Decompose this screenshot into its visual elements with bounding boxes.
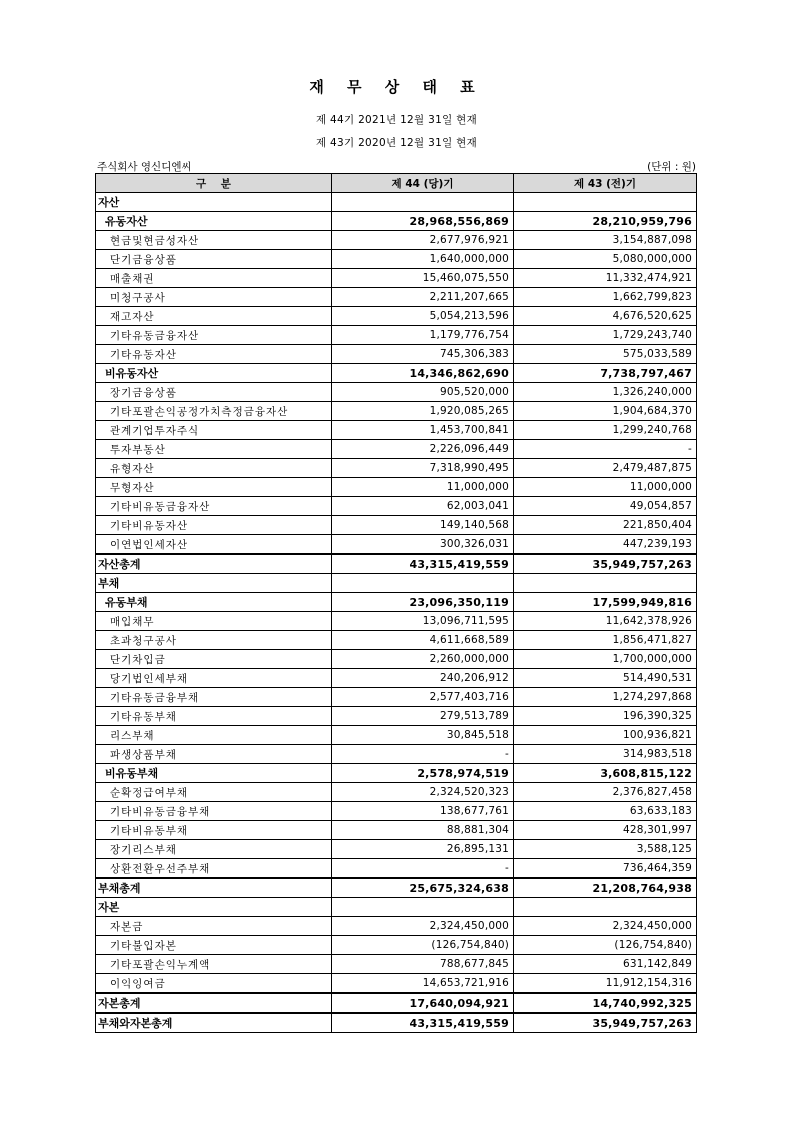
- table-row: [96, 840, 697, 859]
- prior-value: 2,324,450,000: [514, 917, 697, 936]
- row-label: 장기리스부채: [96, 840, 332, 859]
- table-row: [96, 516, 697, 535]
- table-row: [96, 554, 697, 574]
- prior-value: 221,850,404: [514, 516, 697, 535]
- current-value: 138,677,761: [332, 802, 514, 821]
- prior-value: 1,299,240,768: [514, 421, 697, 440]
- current-value: 14,653,721,916: [332, 974, 514, 994]
- table-row: [96, 612, 697, 631]
- balance-sheet-table: [95, 173, 697, 1033]
- prior-value: 447,239,193: [514, 535, 697, 555]
- row-label: 기타비유동자산: [96, 516, 332, 535]
- table-row: [96, 193, 697, 212]
- current-value: 2,578,974,519: [332, 764, 514, 783]
- prior-value: 4,676,520,625: [514, 307, 697, 326]
- row-label: 기타포괄손익누계액: [96, 955, 332, 974]
- table-row: [96, 764, 697, 783]
- row-label: 무형자산: [96, 478, 332, 497]
- row-label: 자본금: [96, 917, 332, 936]
- table-row: [96, 440, 697, 459]
- current-value: 2,324,520,323: [332, 783, 514, 802]
- table-row: [96, 288, 697, 307]
- prior-value: [514, 898, 697, 917]
- table-row: [96, 212, 697, 231]
- current-value: 14,346,862,690: [332, 364, 514, 383]
- table-row: [96, 402, 697, 421]
- prior-value: 1,904,684,370: [514, 402, 697, 421]
- table-row: [96, 859, 697, 879]
- current-value: 2,226,096,449: [332, 440, 514, 459]
- prior-value: 3,154,887,098: [514, 231, 697, 250]
- current-value: 279,513,789: [332, 707, 514, 726]
- row-label: 재고자산: [96, 307, 332, 326]
- row-label: 이익잉여금: [96, 974, 332, 994]
- prior-value: 1,700,000,000: [514, 650, 697, 669]
- current-value: 745,306,383: [332, 345, 514, 364]
- current-value: [332, 574, 514, 593]
- row-label: 미청구공사: [96, 288, 332, 307]
- row-label: 비유동자산: [96, 364, 332, 383]
- table-row: [96, 878, 697, 898]
- prior-value: 631,142,849: [514, 955, 697, 974]
- prior-value: 2,376,827,458: [514, 783, 697, 802]
- statement-title: 재 무 상 태 표: [309, 78, 484, 96]
- row-label: 자본총계: [96, 993, 332, 1013]
- row-label: 리스부채: [96, 726, 332, 745]
- table-row: [96, 497, 697, 516]
- table-row: [96, 707, 697, 726]
- prior-value: 100,936,821: [514, 726, 697, 745]
- current-value: 26,895,131: [332, 840, 514, 859]
- table-row: [96, 269, 697, 288]
- table-row: [96, 650, 697, 669]
- row-label: 매입채무: [96, 612, 332, 631]
- row-label: 단기차입금: [96, 650, 332, 669]
- row-label: 자산총계: [96, 554, 332, 574]
- current-value: 23,096,350,119: [332, 593, 514, 612]
- row-label: 기타유동자산: [96, 345, 332, 364]
- current-value: 2,324,450,000: [332, 917, 514, 936]
- prior-value: 1,326,240,000: [514, 383, 697, 402]
- current-value: 300,326,031: [332, 535, 514, 555]
- row-label: 기타비유동금융부채: [96, 802, 332, 821]
- prior-value: 575,033,589: [514, 345, 697, 364]
- current-period: 제 44기 2021년 12월 31일 현재: [315, 114, 478, 126]
- current-value: 2,260,000,000: [332, 650, 514, 669]
- prior-value: 11,912,154,316: [514, 974, 697, 994]
- current-value: 2,577,403,716: [332, 688, 514, 707]
- prior-value: -: [514, 440, 697, 459]
- company-name: 주식회사 영신디엔씨: [97, 161, 192, 173]
- table-row: [96, 955, 697, 974]
- table-row: [96, 593, 697, 612]
- prior-value: 63,633,183: [514, 802, 697, 821]
- table-row: [96, 688, 697, 707]
- table-row: [96, 783, 697, 802]
- row-label: 매출채권: [96, 269, 332, 288]
- current-value: 2,211,207,665: [332, 288, 514, 307]
- row-label: 유동부채: [96, 593, 332, 612]
- prior-value: 1,274,297,868: [514, 688, 697, 707]
- row-label: 기타포괄손익공정가치측정금융자산: [96, 402, 332, 421]
- row-label: 장기금융상품: [96, 383, 332, 402]
- table-row: [96, 936, 697, 955]
- prior-value: 35,949,757,263: [514, 1013, 697, 1033]
- current-value: 13,096,711,595: [332, 612, 514, 631]
- table-row: [96, 631, 697, 650]
- row-label: 순확정급여부채: [96, 783, 332, 802]
- row-label: 유동자산: [96, 212, 332, 231]
- row-label: 기타유동금융자산: [96, 326, 332, 345]
- row-label: 자본: [96, 898, 332, 917]
- prior-value: (126,754,840): [514, 936, 697, 955]
- prior-value: [514, 574, 697, 593]
- prior-value: 21,208,764,938: [514, 878, 697, 898]
- row-label: 유형자산: [96, 459, 332, 478]
- row-label: 부채: [96, 574, 332, 593]
- table-row: [96, 669, 697, 688]
- row-label: 자산: [96, 193, 332, 212]
- current-value: 149,140,568: [332, 516, 514, 535]
- table-row: [96, 231, 697, 250]
- current-value: 1,920,085,265: [332, 402, 514, 421]
- current-value: -: [332, 745, 514, 764]
- row-label: 기타유동부채: [96, 707, 332, 726]
- prior-value: 17,599,949,816: [514, 593, 697, 612]
- row-label: 초과청구공사: [96, 631, 332, 650]
- row-label: 기타유동금융부채: [96, 688, 332, 707]
- prior-value: 11,000,000: [514, 478, 697, 497]
- current-value: 15,460,075,550: [332, 269, 514, 288]
- row-label: 현금및현금성자산: [96, 231, 332, 250]
- prior-value: 2,479,487,875: [514, 459, 697, 478]
- current-value: 4,611,668,589: [332, 631, 514, 650]
- unit-label: (단위 : 원): [647, 161, 696, 173]
- header-category: 구 분: [96, 174, 332, 193]
- prior-value: 314,983,518: [514, 745, 697, 764]
- table-header-row: [96, 174, 697, 193]
- prior-value: 3,588,125: [514, 840, 697, 859]
- current-value: 1,453,700,841: [332, 421, 514, 440]
- table-row: [96, 898, 697, 917]
- row-label: 단기금융상품: [96, 250, 332, 269]
- current-value: 788,677,845: [332, 955, 514, 974]
- table-body: [96, 193, 697, 1033]
- table-row: [96, 917, 697, 936]
- row-label: 상환전환우선주부채: [96, 859, 332, 879]
- current-value: 43,315,419,559: [332, 1013, 514, 1033]
- row-label: 기타불입자본: [96, 936, 332, 955]
- table-row: [96, 250, 697, 269]
- prior-period: 제 43기 2020년 12월 31일 현재: [315, 137, 478, 149]
- table-row: [96, 535, 697, 555]
- prior-value: 736,464,359: [514, 859, 697, 879]
- current-value: [332, 193, 514, 212]
- current-value: 17,640,094,921: [332, 993, 514, 1013]
- row-label: 부채총계: [96, 878, 332, 898]
- row-label: 기타비유동부채: [96, 821, 332, 840]
- current-value: -: [332, 859, 514, 879]
- prior-value: 7,738,797,467: [514, 364, 697, 383]
- current-value: 240,206,912: [332, 669, 514, 688]
- prior-value: [514, 193, 697, 212]
- current-value: 28,968,556,869: [332, 212, 514, 231]
- prior-value: 1,856,471,827: [514, 631, 697, 650]
- table-row: [96, 421, 697, 440]
- prior-value: 35,949,757,263: [514, 554, 697, 574]
- row-label: 파생상품부채: [96, 745, 332, 764]
- current-value: 43,315,419,559: [332, 554, 514, 574]
- table-row: [96, 364, 697, 383]
- current-value: 11,000,000: [332, 478, 514, 497]
- current-value: 1,179,776,754: [332, 326, 514, 345]
- table-row: [96, 574, 697, 593]
- table-row: [96, 745, 697, 764]
- current-value: 62,003,041: [332, 497, 514, 516]
- row-label: 이연법인세자산: [96, 535, 332, 555]
- prior-value: 14,740,992,325: [514, 993, 697, 1013]
- row-label: 당기법인세부채: [96, 669, 332, 688]
- table-row: [96, 802, 697, 821]
- row-label: 관계기업투자주식: [96, 421, 332, 440]
- current-value: 30,845,518: [332, 726, 514, 745]
- prior-value: 5,080,000,000: [514, 250, 697, 269]
- current-value: [332, 898, 514, 917]
- table-row: [96, 345, 697, 364]
- prior-value: 1,662,799,823: [514, 288, 697, 307]
- prior-value: 1,729,243,740: [514, 326, 697, 345]
- current-value: 905,520,000: [332, 383, 514, 402]
- prior-value: 3,608,815,122: [514, 764, 697, 783]
- row-label: 부채와자본총계: [96, 1013, 332, 1033]
- current-value: 1,640,000,000: [332, 250, 514, 269]
- row-label: 투자부동산: [96, 440, 332, 459]
- current-value: 88,881,304: [332, 821, 514, 840]
- table-row: [96, 993, 697, 1013]
- current-value: 2,677,976,921: [332, 231, 514, 250]
- table-row: [96, 1013, 697, 1033]
- prior-value: 49,054,857: [514, 497, 697, 516]
- prior-value: 28,210,959,796: [514, 212, 697, 231]
- prior-value: 11,332,474,921: [514, 269, 697, 288]
- current-value: 7,318,990,495: [332, 459, 514, 478]
- table-row: [96, 307, 697, 326]
- table-row: [96, 326, 697, 345]
- table-row: [96, 974, 697, 994]
- prior-value: 428,301,997: [514, 821, 697, 840]
- prior-value: 11,642,378,926: [514, 612, 697, 631]
- header-current: 제 44 (당)기: [332, 174, 514, 193]
- prior-value: 196,390,325: [514, 707, 697, 726]
- current-value: 25,675,324,638: [332, 878, 514, 898]
- current-value: 5,054,213,596: [332, 307, 514, 326]
- table-row: [96, 459, 697, 478]
- current-value: (126,754,840): [332, 936, 514, 955]
- table-row: [96, 478, 697, 497]
- table-row: [96, 726, 697, 745]
- row-label: 기타비유동금융자산: [96, 497, 332, 516]
- table-row: [96, 383, 697, 402]
- prior-value: 514,490,531: [514, 669, 697, 688]
- row-label: 비유동부채: [96, 764, 332, 783]
- table-row: [96, 821, 697, 840]
- header-prior: 제 43 (전)기: [514, 174, 697, 193]
